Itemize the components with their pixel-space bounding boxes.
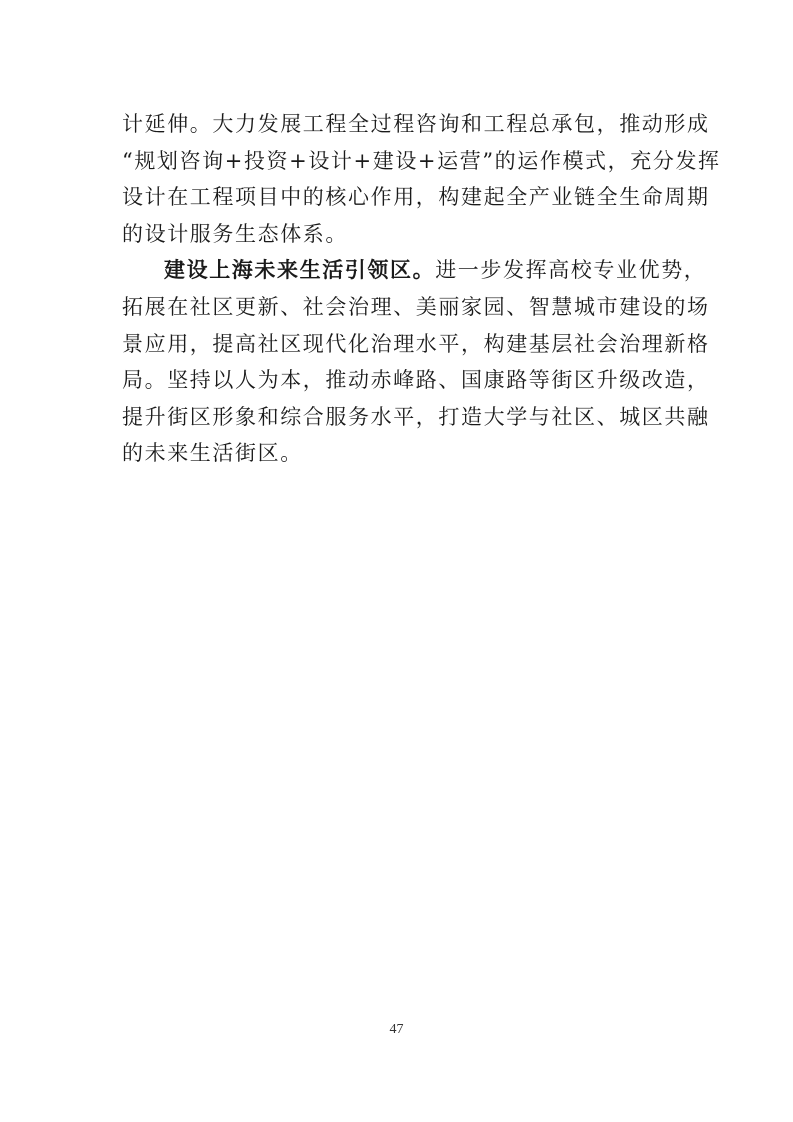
text-line: 设计在工程项目中的核心作用，构建起全产业链全生命周期 (122, 185, 710, 210)
paragraph-future-living (122, 252, 710, 472)
body-text (122, 106, 721, 472)
text-line: 的设计服务生态体系。 (122, 221, 348, 246)
text-line: “规划咨询+投资+设计+建设+运营”的运作模式，充分发挥 (122, 148, 721, 173)
text-line: 拓展在社区更新、社会治理、美丽家园、智慧城市建设的场 (122, 294, 710, 319)
text-run: 进一步发挥高校专业优势， (435, 258, 707, 283)
text-line: 景应用，提高社区现代化治理水平，构建基层社会治理新格 (122, 331, 710, 356)
paragraph-heading: 建设上海未来生活引领区。 (164, 257, 436, 283)
text-line (122, 252, 707, 289)
text-line: 的未来生活街区。 (122, 441, 303, 466)
page-number: 47 (389, 1022, 404, 1037)
text-line: 计延伸。大力发展工程全过程咨询和工程总承包，推动形成 (122, 112, 710, 136)
paragraph-continuation (122, 106, 721, 252)
text-line: 提升街区形象和综合服务水平，打造大学与社区、城区共融 (122, 404, 710, 429)
text-line: 局。坚持以人为本，推动赤峰路、国康路等街区升级改造， (122, 368, 710, 393)
